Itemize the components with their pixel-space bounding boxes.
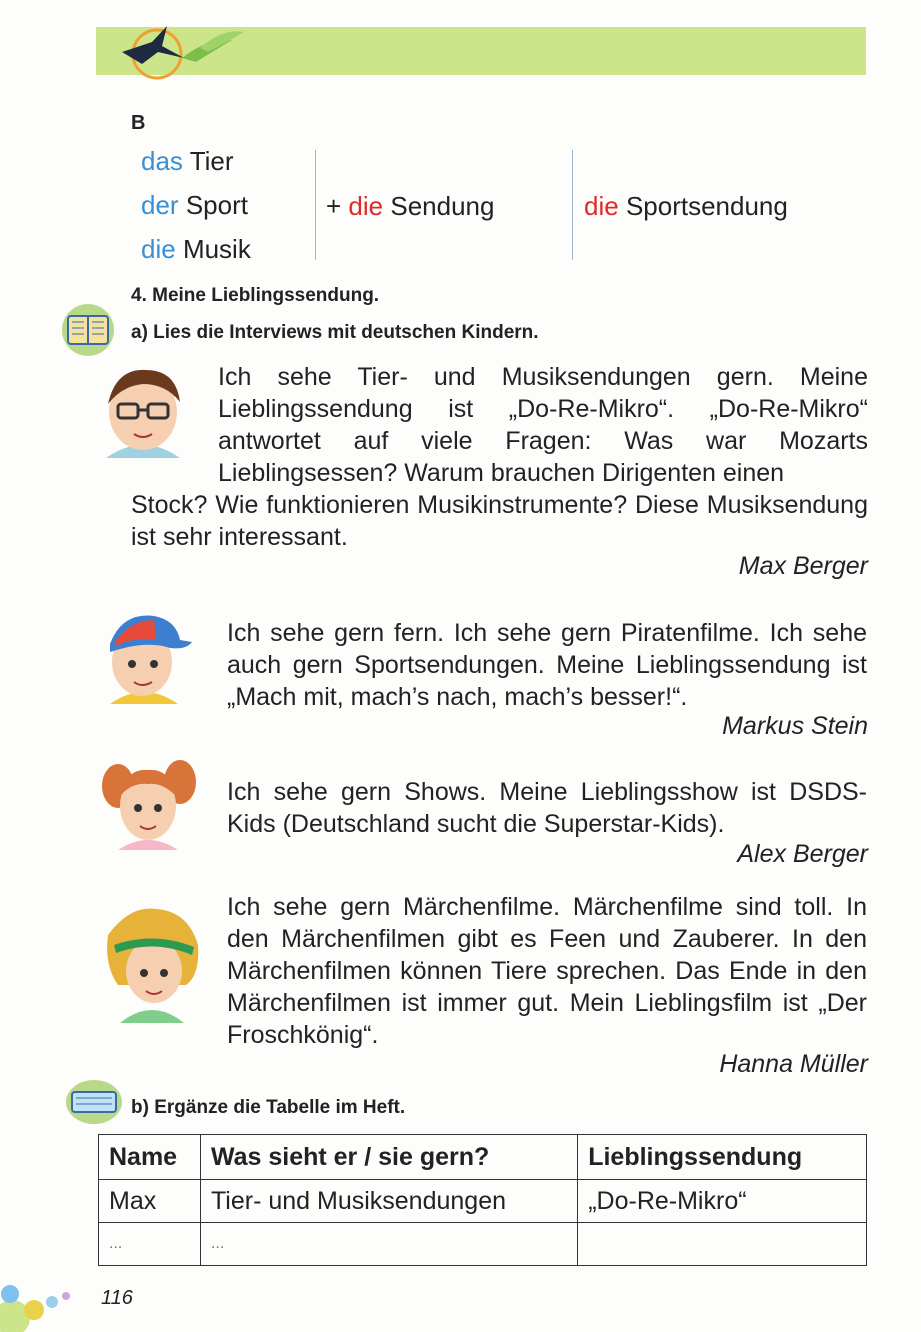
plus-sign: + (326, 191, 342, 221)
column-header: Name (99, 1135, 201, 1180)
noun: Sport (185, 190, 248, 220)
section-letter: B (131, 112, 146, 134)
interviewee-name: Alex Berger (737, 840, 868, 868)
word-item (141, 183, 251, 227)
table-row (99, 1223, 867, 1266)
column-header: Was sieht er / sie gern? (200, 1135, 577, 1180)
added-word (326, 184, 494, 228)
table-cell: ... (200, 1223, 577, 1266)
table-cell: Max (99, 1180, 201, 1223)
article: die (348, 191, 384, 221)
column-header: Lieblingssendung (578, 1135, 867, 1180)
girl-headband-avatar (100, 905, 204, 1025)
swallow-logo-icon (112, 18, 252, 80)
article: die (141, 234, 176, 264)
article: die (584, 191, 619, 221)
table-row (99, 1180, 867, 1223)
article: das (141, 146, 183, 176)
task-title: 4. Meine Lieblingssendung. (131, 285, 380, 306)
noun: Tier (189, 146, 234, 176)
table-cell: „Do-Re-Mikro“ (578, 1180, 867, 1223)
divider (572, 150, 573, 260)
interviewee-name: Hanna Müller (719, 1050, 868, 1078)
noun: Sendung (390, 191, 495, 221)
interview-text-part: Ich sehe Tier- und Musiksendungen gern. Meine Lieblingssendung ist „Do-Re-Mikro“. „Do-Re-Mikro“ antwortet auf viele Fragen: Was war Mozarts Lieblingsessen? Warum brauchen Dirigenten einen (218, 363, 868, 487)
boy-glasses-avatar (96, 362, 190, 462)
word-list (141, 139, 251, 271)
answer-table (98, 1134, 867, 1266)
table-cell: ... (99, 1223, 201, 1266)
table-header-row (99, 1135, 867, 1180)
interviewee-name: Max Berger (738, 552, 868, 580)
noun: Sportsendung (625, 191, 788, 221)
flower-corner-icon (0, 1270, 80, 1332)
interview-text: Ich sehe gern fern. Ich sehe gern Piratenfilme. Ich sehe auch gern Sportsendungen. Meine Lieblingssendung ist „Mach mit, mach’s nach, mach’s besser!“. (227, 619, 867, 711)
page-number: 116 (101, 1287, 133, 1309)
interview-text-part: Stock? Wie funktionieren Musikinstrumente? Diese Musiksendung ist sehr interessant. (131, 491, 868, 551)
noun: Musik (182, 234, 251, 264)
notebook-icon (64, 1078, 124, 1126)
divider (315, 150, 316, 260)
interviewee-name: Markus Stein (722, 712, 868, 740)
interview-text: Ich sehe gern Märchenfilme. Märchenfilme sind toll. In den Märchenfilmen gibt es Feen und Zauberer. In den Märchenfilmen können Tiere sprechen. Das Ende in den Märchenfilmen ist immer gut. Mein Lieblingsfilm ist „Der Froschkönig“. (227, 893, 867, 1049)
boy-cap-avatar (96, 604, 192, 706)
table-cell: Tier- und Musiksendungen (200, 1180, 577, 1223)
table-cell (578, 1223, 867, 1266)
book-icon (60, 302, 118, 358)
article: der (141, 190, 179, 220)
word-item (141, 227, 251, 271)
result-word (584, 184, 788, 228)
word-item (141, 139, 251, 183)
girl-pigtails-avatar (96, 752, 200, 852)
interview-text: Ich sehe gern Shows. Meine Lieblingsshow ist DSDS-Kids (Deutschland sucht die Superstar-Kids). (227, 778, 867, 838)
task-title: a) Lies die Interviews mit deutschen Kindern. (131, 322, 539, 343)
task-title: b) Ergänze die Tabelle im Heft. (131, 1097, 406, 1118)
